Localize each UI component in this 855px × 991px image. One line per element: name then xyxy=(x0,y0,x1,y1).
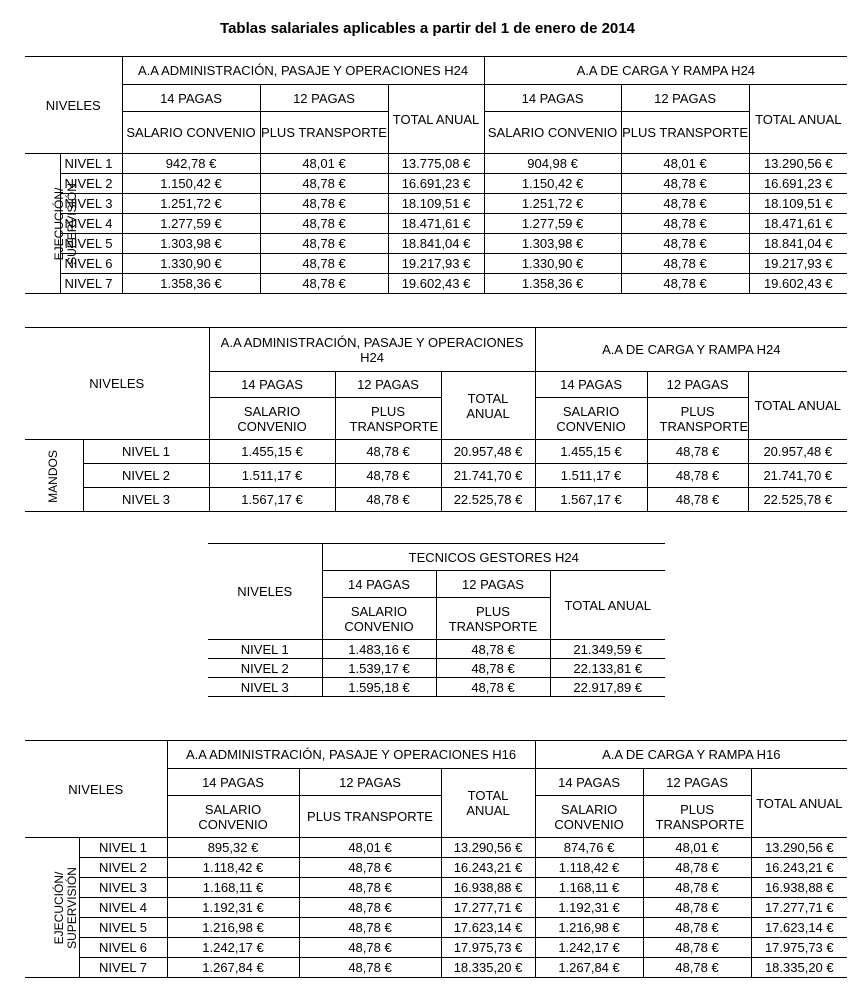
salario-convenio-value: 1.511,17 € xyxy=(209,464,335,488)
salario-convenio-value: 1.277,59 € xyxy=(484,214,621,234)
total-anual-value: 22.133,81 € xyxy=(550,659,665,678)
salario-convenio-header: SALARIO CONVENIO xyxy=(167,796,299,838)
table-row xyxy=(25,464,847,488)
total-anual-value: 20.957,48 € xyxy=(748,440,847,464)
nivel-label: NIVEL 2 xyxy=(79,858,167,878)
total-anual-value: 22.525,78 € xyxy=(441,488,535,512)
total-anual-value: 13.290,56 € xyxy=(751,838,847,858)
table-row xyxy=(25,878,847,898)
table-row xyxy=(25,174,847,194)
plus-transporte-value: 48,78 € xyxy=(647,488,748,512)
plus-transporte-value: 48,78 € xyxy=(260,194,388,214)
plus-transporte-value: 48,78 € xyxy=(299,918,441,938)
salario-convenio-value: 1.567,17 € xyxy=(209,488,335,512)
nivel-label: NIVEL 3 xyxy=(60,194,122,214)
total-anual-value: 17.975,73 € xyxy=(751,938,847,958)
total-anual-value: 13.290,56 € xyxy=(441,838,535,858)
plus-transporte-value: 48,01 € xyxy=(643,838,751,858)
total-anual-value: 19.217,93 € xyxy=(388,254,484,274)
total-anual-value: 18.471,61 € xyxy=(388,214,484,234)
table-row xyxy=(25,938,847,958)
plus-transporte-header: PLUS TRANSPORTE xyxy=(260,112,388,154)
plus-transporte-header: PLUS TRANSPORTE xyxy=(647,398,748,440)
salario-convenio-value: 1.277,59 € xyxy=(122,214,260,234)
total-anual-value: 19.602,43 € xyxy=(388,274,484,294)
salario-convenio-value: 1.595,18 € xyxy=(322,678,436,697)
total-anual-value: 18.471,61 € xyxy=(749,214,847,234)
total-anual-value: 16.243,21 € xyxy=(751,858,847,878)
plus-transporte-value: 48,78 € xyxy=(643,938,751,958)
pagas-12-header: 12 PAGAS xyxy=(643,769,751,796)
plus-transporte-header: PLUS TRANSPORTE xyxy=(299,796,441,838)
group-label-line: EJECUCIÓN/ xyxy=(51,871,66,944)
plus-transporte-value: 48,78 € xyxy=(643,858,751,878)
plus-transporte-value: 48,78 € xyxy=(643,878,751,898)
total-anual-value: 16.243,21 € xyxy=(441,858,535,878)
niveles-header: NIVELES xyxy=(25,328,209,440)
table-row xyxy=(25,194,847,214)
table-row xyxy=(25,154,847,174)
salario-convenio-value: 1.242,17 € xyxy=(167,938,299,958)
salario-convenio-value: 1.567,17 € xyxy=(535,488,647,512)
total-anual-value: 18.109,51 € xyxy=(749,194,847,214)
total-anual-header: TOTAL ANUAL xyxy=(441,372,535,440)
pagas-12-header: 12 PAGAS xyxy=(621,85,749,112)
plus-transporte-value: 48,78 € xyxy=(621,254,749,274)
total-anual-value: 18.335,20 € xyxy=(441,958,535,978)
pagas-12-header: 12 PAGAS xyxy=(299,769,441,796)
table-row xyxy=(25,214,847,234)
plus-transporte-value: 48,78 € xyxy=(621,214,749,234)
plus-transporte-value: 48,78 € xyxy=(260,254,388,274)
total-anual-value: 20.957,48 € xyxy=(441,440,535,464)
salario-convenio-value: 1.539,17 € xyxy=(322,659,436,678)
salary-table-mandos-h24 xyxy=(25,327,847,512)
salario-convenio-value: 1.216,98 € xyxy=(535,918,643,938)
salario-convenio-header: SALARIO CONVENIO xyxy=(484,112,621,154)
group-label-text: MANDOS xyxy=(46,450,61,503)
salario-convenio-value: 1.118,42 € xyxy=(535,858,643,878)
salario-convenio-header: SALARIO CONVENIO xyxy=(122,112,260,154)
salario-convenio-value: 1.192,31 € xyxy=(167,898,299,918)
pagas-14-header: 14 PAGAS xyxy=(167,769,299,796)
plus-transporte-header: PLUS TRANSPORTE xyxy=(436,598,550,640)
nivel-label: NIVEL 3 xyxy=(79,878,167,898)
salario-convenio-value: 1.251,72 € xyxy=(122,194,260,214)
salario-convenio-value: 1.168,11 € xyxy=(167,878,299,898)
group-label-line: SUPERVISIÓN xyxy=(64,866,79,949)
table-row xyxy=(25,234,847,254)
total-anual-value: 19.217,93 € xyxy=(749,254,847,274)
table-row xyxy=(25,918,847,938)
plus-transporte-value: 48,78 € xyxy=(335,464,441,488)
salario-convenio-header: SALARIO CONVENIO xyxy=(209,398,335,440)
table-row xyxy=(25,488,847,512)
nivel-label: NIVEL 5 xyxy=(60,234,122,254)
section-header-carga: A.A DE CARGA Y RAMPA H24 xyxy=(484,57,847,85)
salario-convenio-value: 1.251,72 € xyxy=(484,194,621,214)
niveles-header: NIVELES xyxy=(25,57,122,154)
salario-convenio-value: 1.330,90 € xyxy=(484,254,621,274)
nivel-label: NIVEL 6 xyxy=(60,254,122,274)
plus-transporte-value: 48,78 € xyxy=(260,274,388,294)
plus-transporte-value: 48,78 € xyxy=(643,918,751,938)
plus-transporte-value: 48,01 € xyxy=(621,154,749,174)
nivel-label: NIVEL 7 xyxy=(79,958,167,978)
salario-convenio-header: SALARIO CONVENIO xyxy=(535,796,643,838)
group-label xyxy=(25,154,79,294)
page-title: Tablas salariales aplicables a partir del 1 de enero de 2014 xyxy=(220,20,635,37)
plus-transporte-value: 48,78 € xyxy=(260,214,388,234)
total-anual-header: TOTAL ANUAL xyxy=(388,85,484,154)
table-row xyxy=(25,440,847,464)
total-anual-value: 16.938,88 € xyxy=(441,878,535,898)
plus-transporte-header: PLUS TRANSPORTE xyxy=(643,796,751,838)
group-label xyxy=(25,440,83,512)
nivel-label: NIVEL 2 xyxy=(60,174,122,194)
plus-transporte-value: 48,78 € xyxy=(299,898,441,918)
plus-transporte-value: 48,78 € xyxy=(621,194,749,214)
total-anual-value: 16.691,23 € xyxy=(749,174,847,194)
plus-transporte-value: 48,78 € xyxy=(436,659,550,678)
plus-transporte-value: 48,78 € xyxy=(621,174,749,194)
plus-transporte-value: 48,78 € xyxy=(647,464,748,488)
nivel-label: NIVEL 1 xyxy=(208,640,322,659)
salario-convenio-value: 1.511,17 € xyxy=(535,464,647,488)
group-label-line: SUPERVISIÓN xyxy=(64,182,79,265)
nivel-label: NIVEL 4 xyxy=(79,898,167,918)
salario-convenio-value: 895,32 € xyxy=(167,838,299,858)
pagas-14-header: 14 PAGAS xyxy=(484,85,621,112)
table-row xyxy=(208,659,665,678)
group-label xyxy=(25,838,79,978)
salario-convenio-value: 1.455,15 € xyxy=(535,440,647,464)
total-anual-value: 13.290,56 € xyxy=(749,154,847,174)
total-anual-value: 17.975,73 € xyxy=(441,938,535,958)
table-row xyxy=(208,640,665,659)
table-row xyxy=(208,678,665,697)
section-header-tecnicos: TECNICOS GESTORES H24 xyxy=(322,544,665,571)
total-anual-header: TOTAL ANUAL xyxy=(441,769,535,838)
pagas-12-header: 12 PAGAS xyxy=(647,372,748,398)
plus-transporte-value: 48,78 € xyxy=(436,678,550,697)
total-anual-value: 22.917,89 € xyxy=(550,678,665,697)
pagas-14-header: 14 PAGAS xyxy=(322,571,436,598)
table-row xyxy=(25,838,847,858)
plus-transporte-header: PLUS TRANSPORTE xyxy=(621,112,749,154)
plus-transporte-value: 48,78 € xyxy=(621,234,749,254)
plus-transporte-value: 48,78 € xyxy=(335,440,441,464)
salary-table-ejecucion-h16 xyxy=(25,740,847,978)
salario-convenio-value: 1.216,98 € xyxy=(167,918,299,938)
plus-transporte-value: 48,78 € xyxy=(299,878,441,898)
table-row xyxy=(25,254,847,274)
plus-transporte-value: 48,78 € xyxy=(299,958,441,978)
plus-transporte-value: 48,78 € xyxy=(335,488,441,512)
group-label-line: EJECUCIÓN/ xyxy=(51,187,66,260)
plus-transporte-header: PLUS TRANSPORTE xyxy=(335,398,441,440)
section-header-admin: A.A ADMINISTRACIÓN, PASAJE Y OPERACIONES H24 xyxy=(209,328,535,372)
plus-transporte-value: 48,78 € xyxy=(621,274,749,294)
salario-convenio-value: 1.303,98 € xyxy=(484,234,621,254)
pagas-12-header: 12 PAGAS xyxy=(260,85,388,112)
total-anual-value: 18.109,51 € xyxy=(388,194,484,214)
salario-convenio-value: 1.150,42 € xyxy=(484,174,621,194)
table-row xyxy=(25,274,847,294)
pagas-14-header: 14 PAGAS xyxy=(535,372,647,398)
total-anual-header: TOTAL ANUAL xyxy=(550,571,665,640)
total-anual-header: TOTAL ANUAL xyxy=(751,769,847,838)
total-anual-header: TOTAL ANUAL xyxy=(748,372,847,440)
table-row xyxy=(25,898,847,918)
plus-transporte-value: 48,01 € xyxy=(299,838,441,858)
salario-convenio-value: 1.330,90 € xyxy=(122,254,260,274)
nivel-label: NIVEL 4 xyxy=(60,214,122,234)
salario-convenio-value: 1.358,36 € xyxy=(484,274,621,294)
salario-convenio-value: 1.483,16 € xyxy=(322,640,436,659)
section-header-carga: A.A DE CARGA Y RAMPA H16 xyxy=(535,741,847,769)
salario-convenio-value: 1.358,36 € xyxy=(122,274,260,294)
total-anual-value: 17.623,14 € xyxy=(751,918,847,938)
pagas-14-header: 14 PAGAS xyxy=(122,85,260,112)
total-anual-value: 21.741,70 € xyxy=(441,464,535,488)
plus-transporte-value: 48,78 € xyxy=(260,174,388,194)
salary-table-tecnicos-gestores xyxy=(208,543,665,697)
nivel-label: NIVEL 3 xyxy=(208,678,322,697)
group-label-text xyxy=(53,867,79,949)
salario-convenio-value: 1.192,31 € xyxy=(535,898,643,918)
salary-table-ejecucion-h24 xyxy=(25,56,847,294)
pagas-12-header: 12 PAGAS xyxy=(335,372,441,398)
salario-convenio-value: 1.455,15 € xyxy=(209,440,335,464)
niveles-header: NIVELES xyxy=(208,544,322,640)
total-anual-value: 18.841,04 € xyxy=(388,234,484,254)
salario-convenio-header: SALARIO CONVENIO xyxy=(535,398,647,440)
plus-transporte-value: 48,78 € xyxy=(643,898,751,918)
salario-convenio-value: 1.267,84 € xyxy=(535,958,643,978)
nivel-label: NIVEL 6 xyxy=(79,938,167,958)
total-anual-value: 19.602,43 € xyxy=(749,274,847,294)
plus-transporte-value: 48,78 € xyxy=(299,938,441,958)
nivel-label: NIVEL 3 xyxy=(83,488,209,512)
salario-convenio-value: 1.267,84 € xyxy=(167,958,299,978)
nivel-label: NIVEL 1 xyxy=(83,440,209,464)
pagas-14-header: 14 PAGAS xyxy=(209,372,335,398)
salario-convenio-value: 1.150,42 € xyxy=(122,174,260,194)
nivel-label: NIVEL 5 xyxy=(79,918,167,938)
plus-transporte-value: 48,78 € xyxy=(299,858,441,878)
table-row xyxy=(25,958,847,978)
plus-transporte-value: 48,01 € xyxy=(260,154,388,174)
group-label-text xyxy=(53,183,79,265)
nivel-label: NIVEL 1 xyxy=(60,154,122,174)
salario-convenio-value: 904,98 € xyxy=(484,154,621,174)
plus-transporte-value: 48,78 € xyxy=(436,640,550,659)
table-row xyxy=(25,858,847,878)
salario-convenio-value: 1.303,98 € xyxy=(122,234,260,254)
nivel-label: NIVEL 2 xyxy=(83,464,209,488)
total-anual-value: 22.525,78 € xyxy=(748,488,847,512)
total-anual-header: TOTAL ANUAL xyxy=(749,85,847,154)
total-anual-value: 18.335,20 € xyxy=(751,958,847,978)
total-anual-value: 16.938,88 € xyxy=(751,878,847,898)
plus-transporte-value: 48,78 € xyxy=(260,234,388,254)
section-header-admin: A.A ADMINISTRACIÓN, PASAJE Y OPERACIONES H16 xyxy=(167,741,535,769)
total-anual-value: 16.691,23 € xyxy=(388,174,484,194)
total-anual-value: 21.741,70 € xyxy=(748,464,847,488)
total-anual-value: 17.277,71 € xyxy=(751,898,847,918)
total-anual-value: 21.349,59 € xyxy=(550,640,665,659)
plus-transporte-value: 48,78 € xyxy=(647,440,748,464)
salario-convenio-value: 1.118,42 € xyxy=(167,858,299,878)
section-header-carga: A.A DE CARGA Y RAMPA H24 xyxy=(535,328,847,372)
total-anual-value: 18.841,04 € xyxy=(749,234,847,254)
niveles-header: NIVELES xyxy=(25,741,167,838)
salario-convenio-value: 874,76 € xyxy=(535,838,643,858)
nivel-label: NIVEL 1 xyxy=(79,838,167,858)
nivel-label: NIVEL 7 xyxy=(60,274,122,294)
pagas-12-header: 12 PAGAS xyxy=(436,571,550,598)
plus-transporte-value: 48,78 € xyxy=(643,958,751,978)
salario-convenio-value: 1.168,11 € xyxy=(535,878,643,898)
salario-convenio-value: 942,78 € xyxy=(122,154,260,174)
nivel-label: NIVEL 2 xyxy=(208,659,322,678)
pagas-14-header: 14 PAGAS xyxy=(535,769,643,796)
salario-convenio-value: 1.242,17 € xyxy=(535,938,643,958)
total-anual-value: 17.277,71 € xyxy=(441,898,535,918)
total-anual-value: 17.623,14 € xyxy=(441,918,535,938)
section-header-admin: A.A ADMINISTRACIÓN, PASAJE Y OPERACIONES H24 xyxy=(122,57,484,85)
total-anual-value: 13.775,08 € xyxy=(388,154,484,174)
salario-convenio-header: SALARIO CONVENIO xyxy=(322,598,436,640)
